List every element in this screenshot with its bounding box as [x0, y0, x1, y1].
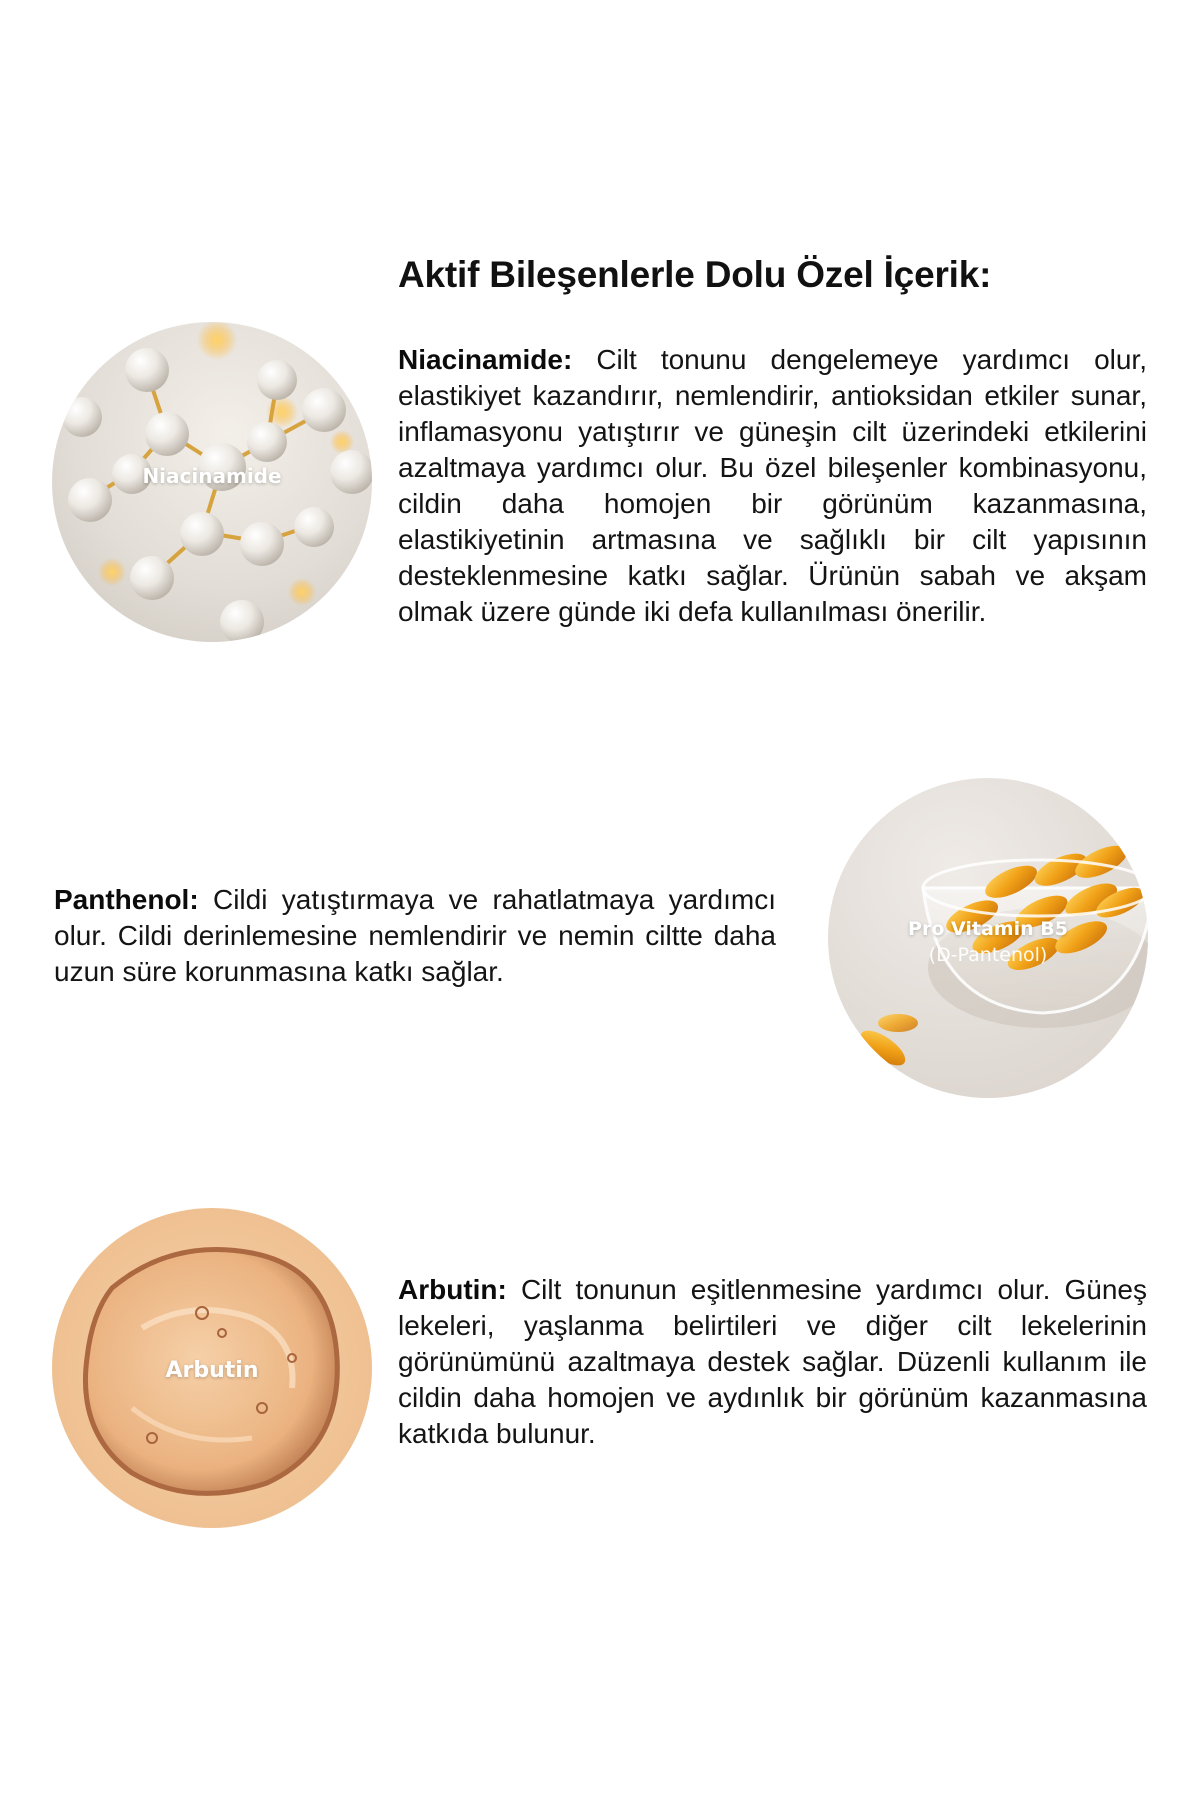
- niacinamide-description: Cilt tonunu dengelemeye yardımcı olur, elastikiyet kazandırır, nemlendirir, antioksidan etkiler sunar, inflamasyonu yatıştırır ve güneşin cilt üzerindeki etkilerini azaltmaya yardımcı olur. Bu özel bileşenler kombinasyonu, cildin daha homojen bir görünüm kazanmasına, elastikiyetinin artmasına ve sağlıklı bir cilt yapısının desteklenmesine katkı sağlar. Ürünün sabah ve akşam olmak üzere günde iki defa kullanılması önerilir.: [398, 344, 1147, 627]
- arbutin-paragraph: [398, 1272, 1147, 1452]
- panthenol-heading: Panthenol:: [54, 884, 199, 915]
- panthenol-image-sublabel: (D-Pantenol): [928, 944, 1048, 966]
- arbutin-image: [52, 1208, 372, 1528]
- page-title: Aktif Bileşenlerle Dolu Özel İçerik:: [398, 254, 992, 295]
- panthenol-description: Cildi yatıştırmaya ve rahatlatmaya yardımcı olur. Cildi derinlemesine nemlendirir ve nemin ciltte daha uzun süre korunmasına katkı sağlar.: [54, 884, 776, 987]
- arbutin-description: Cilt tonunun eşitlenmesine yardımcı olur. Güneş lekeleri, yaşlanma belirtileri ve diğer cilt lekelerinin görünümünü azaltmaya destek sağlar. Düzenli kullanım ile cildin daha homojen ve aydınlık bir görünüm kazanmasına katkıda bulunur.: [398, 1274, 1147, 1449]
- panthenol-paragraph: [54, 882, 776, 990]
- niacinamide-image-label: Niacinamide: [142, 464, 282, 488]
- arbutin-image-label: Arbutin: [165, 1358, 259, 1383]
- arbutin-heading: Arbutin:: [398, 1274, 507, 1305]
- niacinamide-image: [52, 322, 372, 642]
- niacinamide-paragraph: [398, 342, 1147, 630]
- panthenol-image: [828, 778, 1148, 1098]
- niacinamide-heading: Niacinamide:: [398, 344, 573, 375]
- panthenol-image-label: Pro Vitamin B5: [908, 918, 1068, 940]
